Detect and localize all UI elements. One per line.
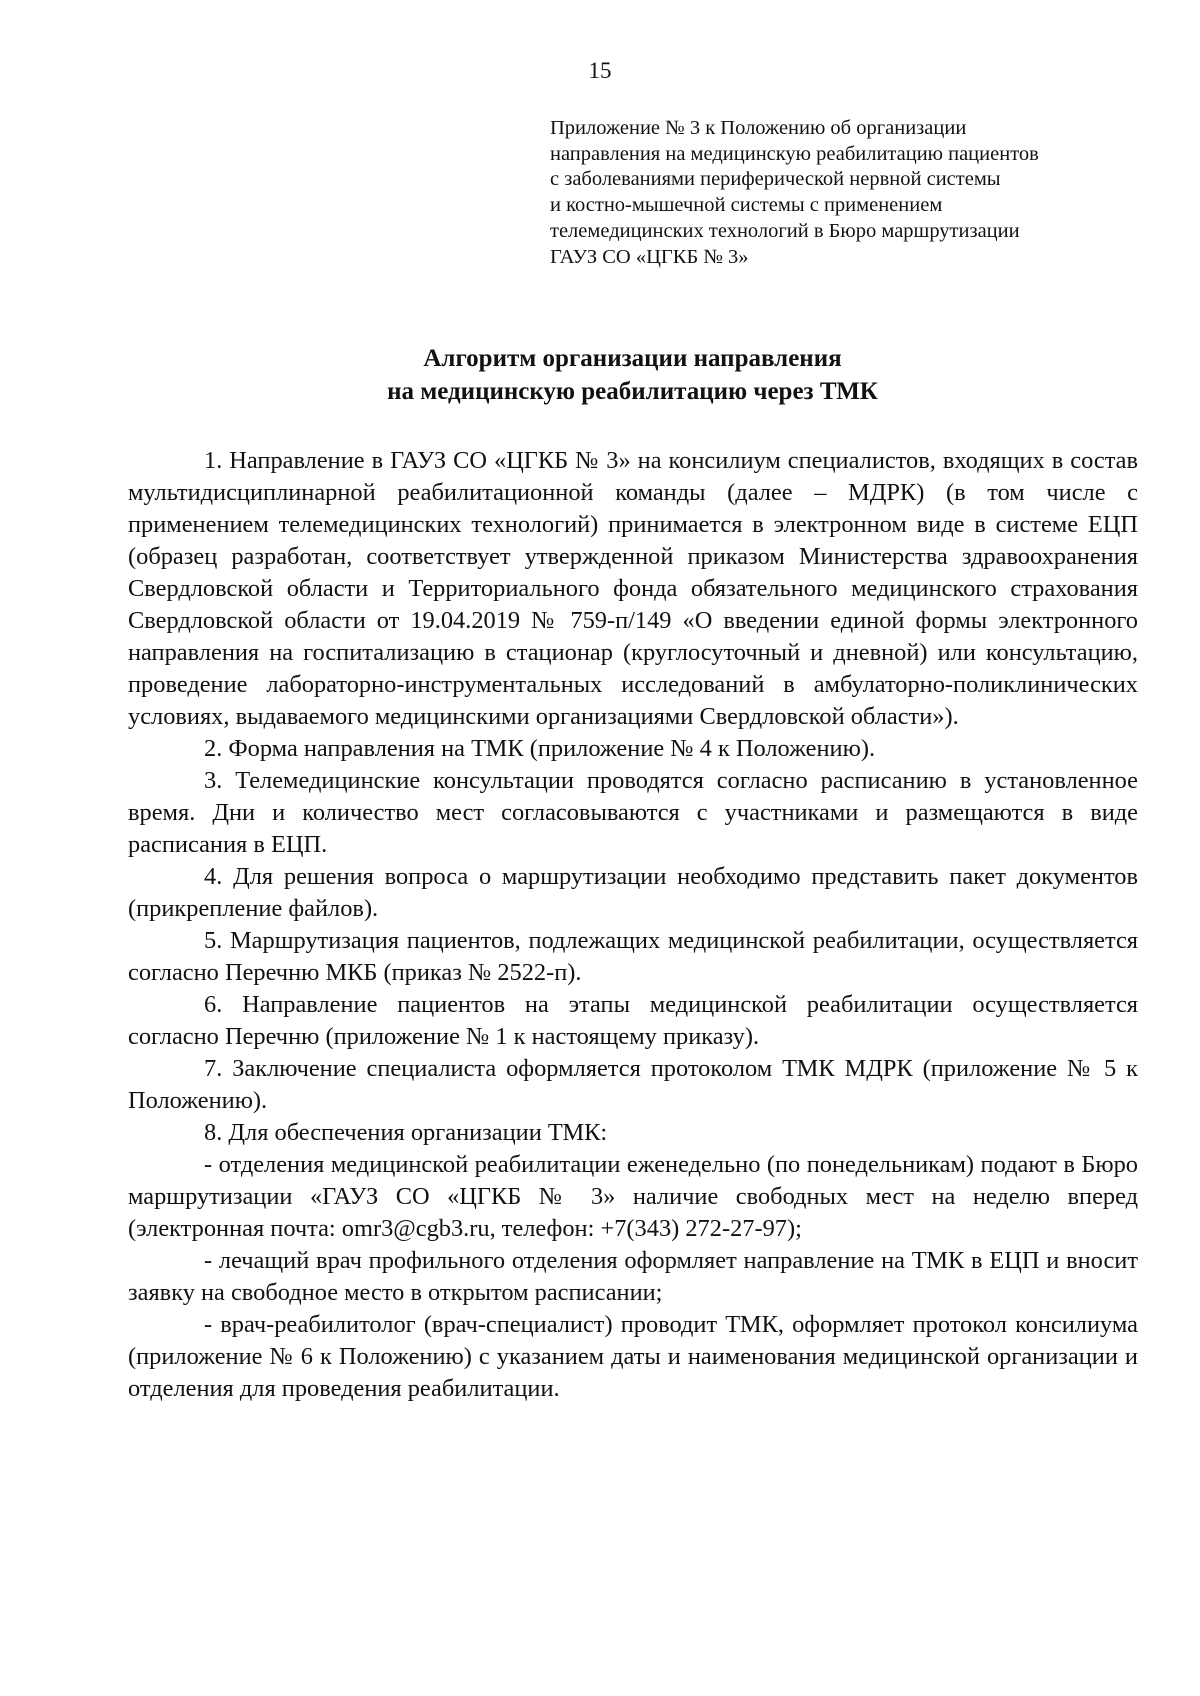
- bullet-item: - лечащий врач профильного отделения оформляет направление на ТМК в ЕЦП и вносит заявку на свободное место в открытом расписании;: [128, 1247, 1138, 1306]
- paragraph-2: 2. Форма направления на ТМК (приложение № 4 к Положению).: [204, 735, 876, 762]
- paragraph-6: 6. Направление пациентов на этапы медицинской реабилитации осуществляется согласно Перечню (приложение № 1 к настоящему приказу).: [128, 991, 1138, 1050]
- paragraph-3: 3. Телемедицинские консультации проводятся согласно расписанию в установленное время. Дни и количество мест согласовываются с участниками и размещаются в виде расписания в ЕЦП.: [128, 767, 1138, 858]
- page-number: 15: [588, 58, 612, 83]
- paragraph-8: 8. Для обеспечения организации ТМК:: [204, 1119, 608, 1146]
- appendix-line: с заболеваниями периферической нервной системы: [550, 168, 1001, 191]
- bullet-item: - отделения медицинской реабилитации еженедельно (по понедельникам) подают в Бюро маршрутизации «ГАУЗ СО «ЦГКБ № 3» наличие свободных мест на неделю вперед (электронная почта: omr3@cgb3.ru, телефон: +7(343) 272-27-97);: [128, 1151, 1138, 1242]
- paragraph-7: 7. Заключение специалиста оформляется протоколом ТМК МДРК (приложение № 5 к Положению).: [128, 1055, 1138, 1114]
- appendix-line: направления на медицинскую реабилитацию пациентов: [550, 142, 1039, 165]
- bullet-item: - врач-реабилитолог (врач-специалист) проводит ТМК, оформляет протокол консилиума (приложение № 6 к Положению) с указанием даты и наименования медицинской организации и отделения для проведения реабилитации.: [128, 1311, 1138, 1402]
- title-line: на медицинскую реабилитацию через ТМК: [387, 378, 878, 405]
- paragraph-4: 4. Для решения вопроса о маршрутизации необходимо представить пакет документов (прикрепление файлов).: [128, 863, 1138, 922]
- paragraph-1: 1. Направление в ГАУЗ СО «ЦГКБ № 3» на консилиум специалистов, входящих в состав мультидисциплинарной реабилитационной команды (далее – МДРК) (в том числе с применением телемедицинских технологий) принимается в электронном виде в системе ЕЦП (образец разработан, соответствует утвержденной приказом Министерства здравоохранения Свердловской области и Территориального фонда обязательного медицинского страхования Свердловской области от 19.04.2019 № 759-п/149 «О введении единой формы электронного направления на госпитализацию в стационар (круглосуточный и дневной) или консультацию, проведение лабораторно-инструментальных исследований в амбулаторно-поликлинических условиях, выдаваемого медицинскими организациями Свердловской области»).: [128, 447, 1138, 730]
- appendix-line: ГАУЗ СО «ЦГКБ № 3»: [550, 245, 749, 268]
- appendix-reference: [550, 116, 1170, 270]
- document-body: [128, 445, 1138, 1405]
- appendix-line: Приложение № 3 к Положению об организации: [550, 117, 967, 139]
- appendix-line: и костно-мышечной системы с применением: [550, 194, 943, 217]
- appendix-line: телемедицинских технологий в Бюро маршрутизации: [550, 219, 1020, 242]
- title-line: Алгоритм организации направления: [423, 345, 842, 372]
- document-title: [0, 342, 1200, 408]
- paragraph-5: 5. Маршрутизация пациентов, подлежащих медицинской реабилитации, осуществляется согласно Перечню МКБ (приказ № 2522-п).: [128, 927, 1138, 986]
